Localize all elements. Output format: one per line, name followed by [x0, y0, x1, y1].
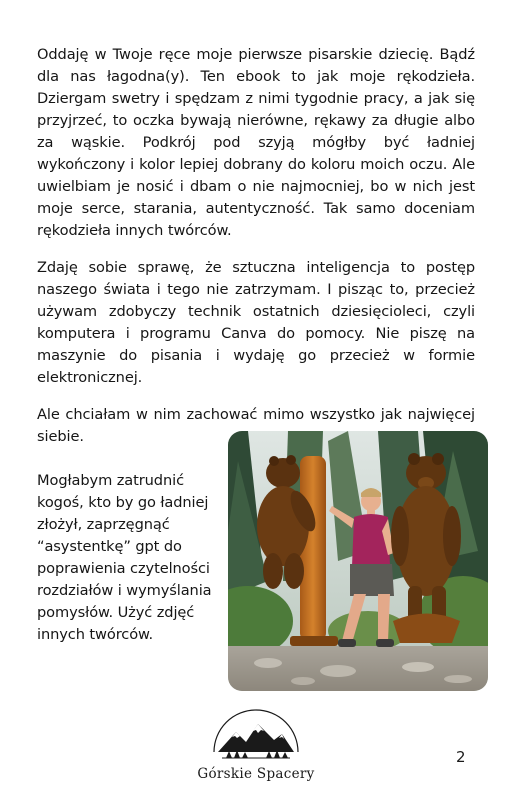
page-number: 2: [456, 748, 466, 766]
photo-woman-with-wooden-bears: [228, 431, 488, 691]
mountain-logo-icon: [196, 700, 316, 766]
logo-text: Górskie Spacery: [197, 766, 315, 782]
paragraph-self: Ale chciałam w nim zachować mimo wszystko jak najwięcej siebie.: [37, 406, 475, 445]
paragraph-hire: Mogłabym zatrudnić kogoś, kto by go ładniej złożył, zaprzęgnąć “asystentkę” gpt do poprawienia czytelności rozdziałów i wymyślania pomysłów. Użyć zdjęć innych twórców.: [37, 472, 212, 643]
paragraph-intro: Oddaję w Twoje ręce moje pierwsze pisarskie dziecię. Bądź dla nas łagodna(y). Ten ebook to jak moje rękodzieła. Dziergam swetry i spędzam z nimi tygodnie pracy, a jak się przyjrzeć, to oczka bywają nierówne, rękawy za długie albo za wąskie. Podkrój pod szyją mógłby być ładniej wykończony i kolor lepiej dobrany do koloru moich oczu. Ale uwielbiam je nosić i dbam o nie najmocniej, bo w nich jest moje serce, starania, autentyczność. Tak samo doceniam rękodzieła innych twórców.: [37, 46, 475, 239]
gorskie-spacery-logo: [196, 700, 316, 800]
paragraph-ai: Zdaję sobie sprawę, że sztuczna inteligencja to postęp naszego świata i tego nie zatrzymam. I pisząc to, przecież używam zdobyczy technik ostatnich dziesięcioleci, czyli komputera i programu Canva do pomocy. Nie piszę na maszynie do pisania i wydaję go przecież w formie elektronicznej.: [37, 259, 475, 386]
